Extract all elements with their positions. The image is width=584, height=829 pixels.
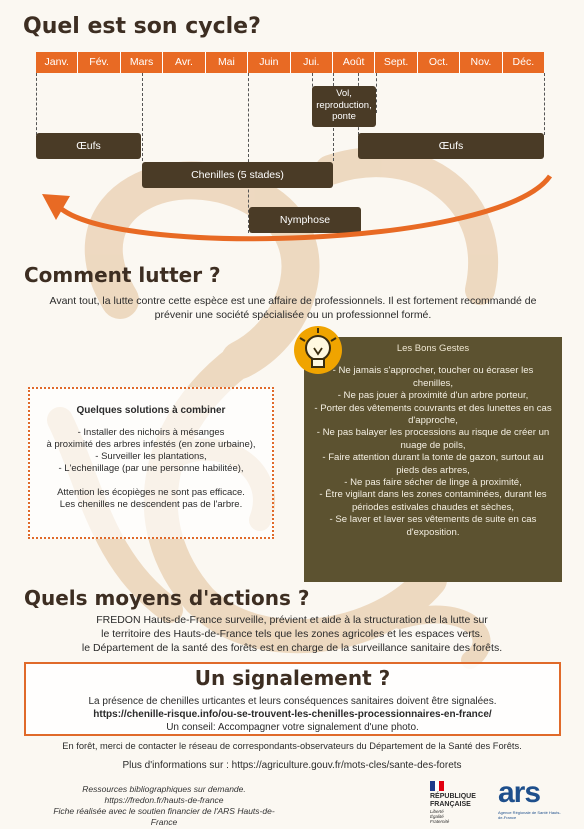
month-cell: Mars <box>121 52 163 73</box>
plus-info[interactable]: Plus d'informations sur : https://agriculture.gouv.fr/mots-cles/sante-des-forets <box>122 760 462 771</box>
rf-motto: Liberté <box>430 809 444 814</box>
month-cell: Nov. <box>460 52 502 73</box>
curved-arrow-icon <box>30 168 570 258</box>
geste-item: - Porter des vêtements couvrants et des lunettes en cas d'approche, <box>314 402 552 427</box>
geste-item: - Ne pas balayer les processions au risque de créer un nuage de poils, <box>316 427 550 451</box>
month-cell: Oct. <box>418 52 460 73</box>
geste-item: - Faire attention durant la tonte de gazon, surtout au pieds des arbres, <box>322 452 544 476</box>
fredon-link[interactable]: https://fredon.fr/hauts-de-france <box>104 795 224 805</box>
solution-line: - Surveiller les plantations, <box>95 451 207 462</box>
ars-subtitle: Agence Régionale de Santé Hauts-de-France <box>498 810 561 820</box>
phase-oeufs-start: Œufs <box>36 133 141 159</box>
geste-item: - Se laver et laver ses vêtements de suite en cas d'exposition. <box>329 514 537 538</box>
geste-item: - Ne pas faire sécher de linge à proximité, <box>344 477 522 489</box>
foret-contact: En forêt, merci de contacter le réseau de correspondants-observateurs du Département de la Santé des Forêts. <box>62 741 522 751</box>
month-cell: Juin <box>248 52 290 73</box>
solution-line: - Installer des nichoirs à mésanges <box>77 427 225 438</box>
guide-line <box>376 73 377 113</box>
ars-wordmark: ars <box>498 776 541 809</box>
moyens-line: le Département de la santé des forêts est en charge de la surveillance sanitaire des forêts. <box>81 642 503 654</box>
signalement-title: Un signalement ? <box>194 666 391 690</box>
phase-nymphose: Nymphose <box>249 207 361 233</box>
guide-line <box>142 73 143 161</box>
rf-line1: RÉPUBLIQUE <box>430 793 476 800</box>
moyens-text <box>20 613 564 655</box>
solution-line: à proximité des arbres infestés (en zone urbaine), <box>46 439 256 450</box>
solution-warning: Attention les écopièges ne sont pas efficace. <box>57 487 245 498</box>
solution-warning: Les chenilles ne descendent pas de l'arbre. <box>59 499 243 510</box>
month-cell: Mai <box>206 52 248 73</box>
geste-item: - Ne pas jouer à proximité d'un arbre porteur, <box>337 390 529 402</box>
month-cell: Fév. <box>78 52 120 73</box>
solutions-box <box>28 387 274 539</box>
solutions-heading: Quelques solutions à combiner <box>76 405 226 416</box>
month-cell: Avr. <box>163 52 205 73</box>
rf-motto: Égalité <box>430 814 444 819</box>
guide-line <box>544 73 545 135</box>
phase-chenilles: Chenilles (5 stades) <box>142 162 333 188</box>
fiche-text: Fiche réalisée avec le soutien financier de l'ARS Hauts-de-France <box>53 806 275 827</box>
footer-credits <box>48 784 280 828</box>
month-cell: Déc. <box>503 52 544 73</box>
signalement-link[interactable]: https://chenille-risque.info/ou-se-trouvent-les-chenilles-processionnaires-en-france/ <box>93 709 492 720</box>
solution-line: - L'echenillage (par une personne habilitée), <box>58 463 244 474</box>
lutter-title: Comment lutter ? <box>24 263 221 287</box>
phase-oeufs-end: Œufs <box>358 133 544 159</box>
moyens-title: Quels moyens d'actions ? <box>24 586 310 610</box>
month-cell: Janv. <box>36 52 78 73</box>
ars-logo <box>498 778 564 824</box>
moyens-line: le territoire des Hauts-de-France tels que les zones agricoles et les espaces verts. <box>101 628 483 640</box>
month-cell: Août <box>333 52 375 73</box>
moyens-line: FREDON Hauts-de-France surveille, prévient et aide à la structuration de la lutte sur <box>96 614 488 626</box>
rf-line2: FRANÇAISE <box>430 801 471 808</box>
guide-line <box>36 73 37 135</box>
geste-item: - Ne jamais s'approcher, toucher ou écraser les chenilles, <box>332 365 534 389</box>
republique-francaise-logo <box>430 781 494 825</box>
month-cell: Jui. <box>291 52 333 73</box>
signalement-box <box>24 662 561 736</box>
ressources-text: Ressources bibliographiques sur demande. <box>82 784 246 794</box>
lightbulb-icon <box>292 324 344 384</box>
cycle-title: Quel est son cycle? <box>23 14 261 39</box>
gestes-heading: Les Bons Gestes <box>396 343 470 354</box>
months-row <box>36 52 544 73</box>
month-cell: Sept. <box>375 52 417 73</box>
rf-motto: Fraternité <box>430 819 450 824</box>
lutter-intro: Avant tout, la lutte contre cette espèce est une affaire de professionnels. Il est fortement recommandé de prévenir une société spécialisée ou un professionnel formé. <box>49 295 537 321</box>
signalement-text: La présence de chenilles urticantes et leurs conséquences sanitaires doivent être signalées. <box>88 696 497 707</box>
phase-vol: Vol, reproduction, ponte <box>312 86 376 127</box>
geste-item: - Être vigilant dans les zones contaminées, durant les périodes estivales chaudes et sèches, <box>319 489 547 513</box>
signalement-conseil: Un conseil: Accompagner votre signalement d'une photo. <box>166 722 419 733</box>
french-flag-icon <box>430 781 444 791</box>
